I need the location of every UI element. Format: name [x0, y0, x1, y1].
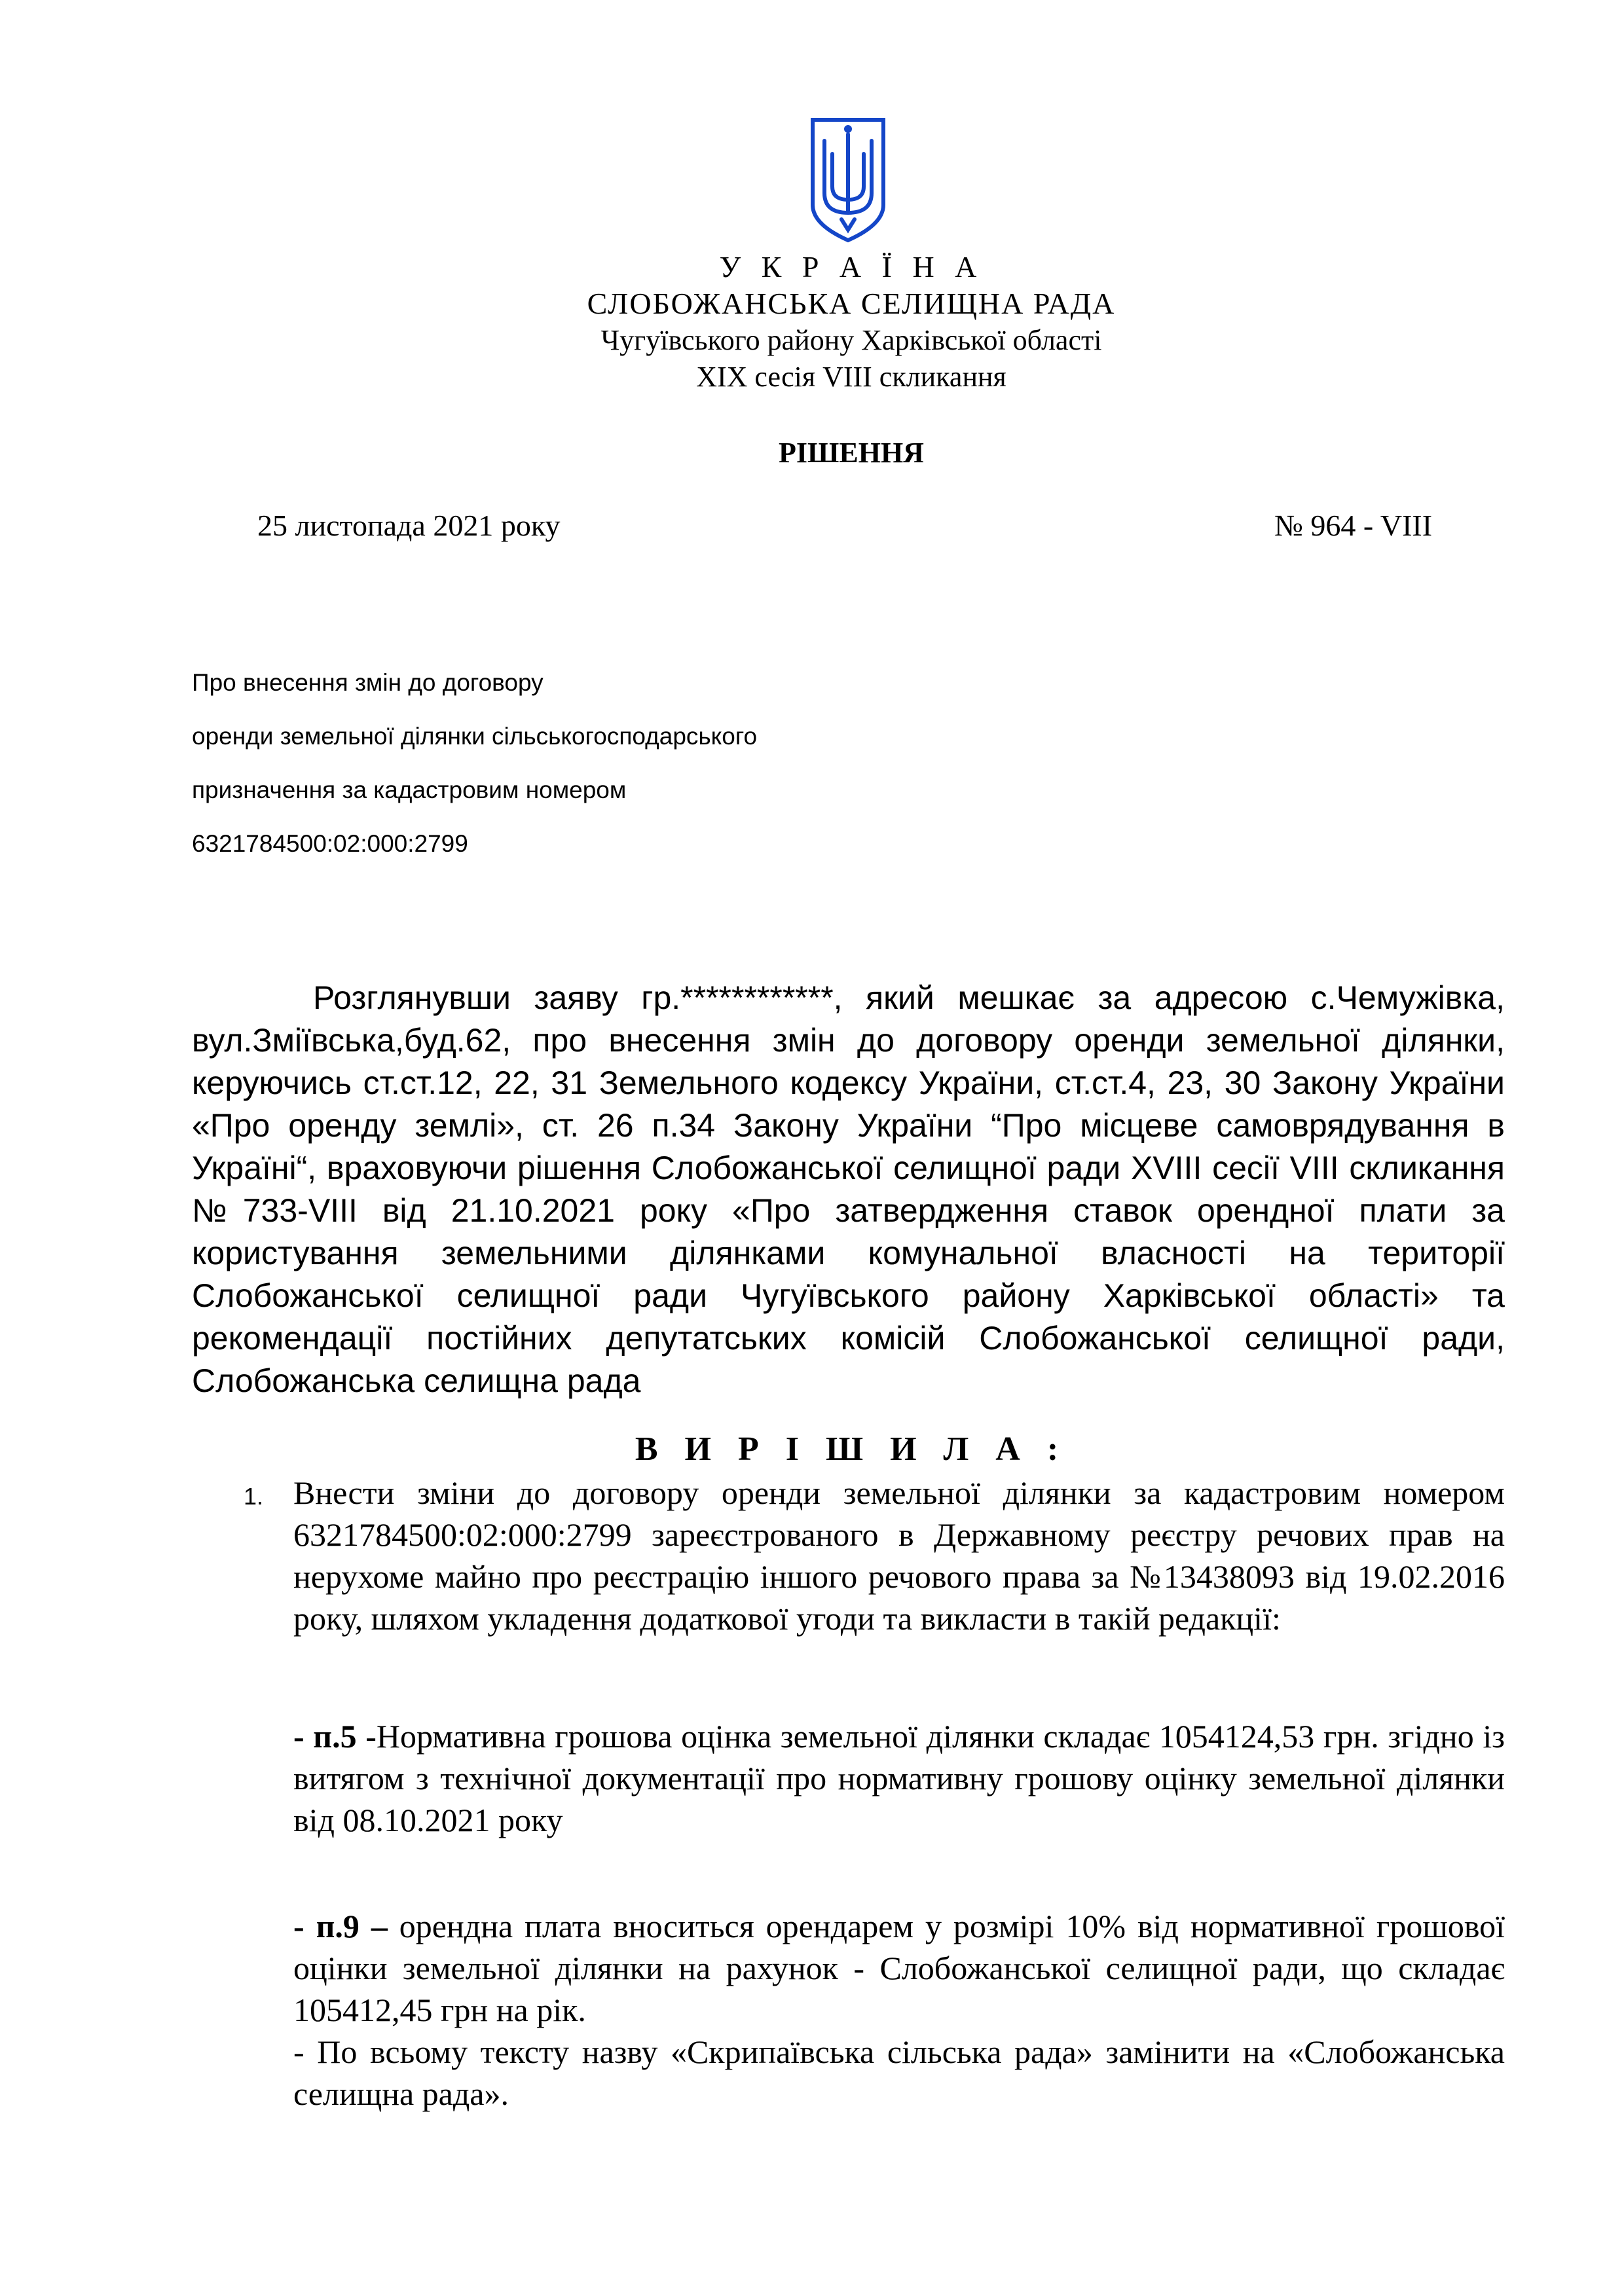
country-title: У К Р А Ї Н А	[719, 250, 984, 283]
council-name: СЛОБОЖАНСЬКА СЕЛИЩНА РАДА	[587, 287, 1116, 320]
subject-line: оренди земельної ділянки сільськогосподарського	[192, 723, 758, 750]
list-item-text: Внести зміни до договору оренди земельної ділянки за кадастровим номером 6321784500:02:000:2799 зареєстрованого в Державному реєстру речових прав на нерухоме майно про реєстрацію іншого речового права за №13438093 від 19.02.2016 року, шляхом укладення додаткової угоди та викласти в такій редакції:	[293, 1474, 1505, 1637]
clause-text: -Нормативна грошова оцінка земельної ділянки складає 1054124,53 грн. згідно із витягом з технічної документації про нормативну грошову оцінку земельної ділянки від 08.10.2021 року	[293, 1718, 1505, 1838]
decided-heading: В И Р І Ш И Л А :	[635, 1430, 1068, 1468]
clause-label: - п.9 –	[293, 1908, 388, 1944]
clause-text: орендна плата вноситься орендарем у розмірі 10% від нормативної грошової оцінки земельної ділянки на рахунок - Слобожанської селищної ради, що складає 105412,45 грн на рік.	[293, 1908, 1505, 2028]
subject-block	[192, 656, 1043, 871]
coat-of-arms-icon	[809, 115, 887, 246]
clause-p5	[293, 1715, 1505, 1841]
document-type: РІШЕННЯ	[779, 437, 924, 469]
list-item-number: 1.	[244, 1483, 264, 1510]
clause-p9	[293, 1905, 1505, 2031]
replace-clause: - По всьому тексту назву «Скрипаївська сільська рада» замінити на «Слобожанська селищна рада».	[293, 2033, 1505, 2112]
subject-line: Про внесення змін до договору	[192, 669, 544, 696]
clause-label: - п.5	[293, 1718, 357, 1755]
session-info: XIX сесія VIII скликання	[696, 361, 1006, 393]
subject-line: 6321784500:02:000:2799	[192, 830, 468, 857]
subject-line: призначення за кадастровим номером	[192, 776, 627, 803]
document-date: 25 листопада 2021 року	[257, 509, 561, 542]
document-number: № 964 - VIII	[1274, 509, 1433, 542]
district-name: Чугуївського району Харківської області	[600, 324, 1102, 356]
preamble-paragraph: Розглянувши заяву гр.************, який мешкає за адресою с.Чемужівка, вул.Зміївська,буд.62, про внесення змін до договору оренди земельної ділянки, керуючись ст.ст.12, 22, 31 Земельного кодексу України, ст.ст.4, 23, 30 Закону України «Про оренду землі», ст. 26 п.34 Закону України “Про місцеве самоврядування в Україні“, враховуючи рішення Слобожанської селищної ради XVIII сесії VIII скликання №733-VIII від 21.10.2021 року «Про затвердження ставок орендної плати за користування земельними ділянками комунальної власності на території Слобожанської селищної ради Чугуївського району Харківської області» та рекомендації постійних депутатських комісій Слобожанської селищної ради, Слобожанська селищна рада	[192, 979, 1505, 1399]
